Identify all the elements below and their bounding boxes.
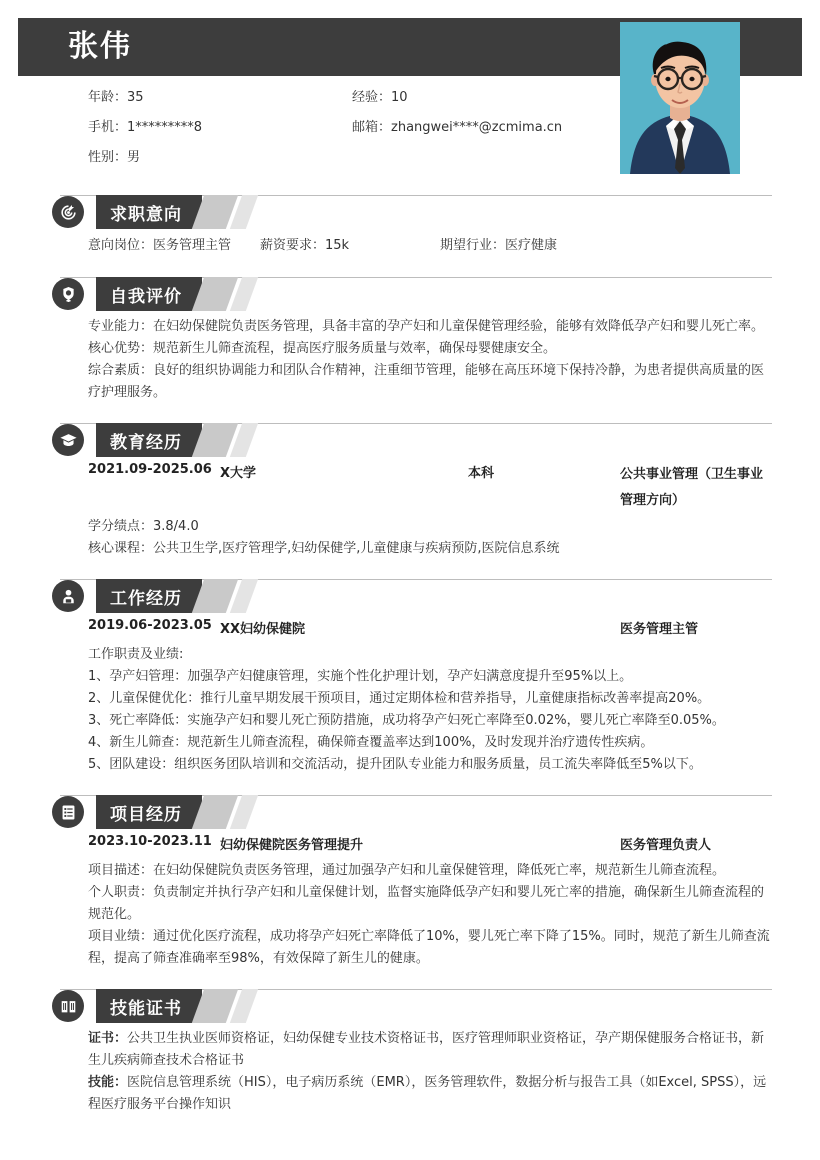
work-bullet: 1、孕产妇管理：加强孕产妇健康管理，实施个性化护理计划，孕产妇满意度提升至95%以上。 <box>88 669 633 684</box>
phone-field: 手机：1*********8 <box>88 120 203 135</box>
section-project-experience <box>0 790 820 984</box>
section-work-experience <box>0 574 820 790</box>
experience-field: 经验：10 <box>352 90 408 105</box>
work-body <box>0 644 820 776</box>
skills-body <box>0 1028 820 1116</box>
age-field: 年龄：35 <box>88 90 144 105</box>
education-courses: 核心课程：公共卫生学,医疗管理学,妇幼保健学,儿童健康与疾病预防,医院信息系统 <box>88 541 560 556</box>
contact-info <box>0 86 600 176</box>
section-self-evaluation <box>0 272 820 418</box>
education-date: 2021.09-2025.06 <box>88 462 212 477</box>
project-achievement: 项目业绩：通过优化医疗流程，成功将孕产妇死亡率降低了10%，婴儿死亡率下降了15%。同时，规范了新生儿筛查流程，提高了筛查准确率至98%，有效保障了新生儿的健康。 <box>88 929 770 966</box>
self-evaluation-line: 专业能力：在妇幼保健院负责医务管理，具备丰富的孕产妇和儿童保健管理经验，能够有效降低孕产妇和婴儿死亡率。 <box>88 319 765 334</box>
email-field: 邮箱：zhangwei****@zcmima.cn <box>352 120 563 135</box>
section-title: 项目经历 <box>96 795 202 829</box>
avatar <box>620 22 740 174</box>
education-entry <box>0 462 820 510</box>
work-company: XX妇幼保健院 <box>220 622 306 637</box>
project-body <box>0 860 820 970</box>
section-title: 教育经历 <box>96 423 202 457</box>
section-header <box>0 190 820 234</box>
target-icon <box>52 196 84 228</box>
contact-row <box>0 86 600 116</box>
work-bullet: 4、新生儿筛查：规范新生儿筛查流程，确保筛查覆盖率达到100%，及时发现并治疗遗传性疾病。 <box>88 735 654 750</box>
work-role: 医务管理主管 <box>620 622 699 637</box>
project-name: 妇幼保健院医务管理提升 <box>220 838 364 853</box>
skills-value: 医院信息管理系统（HIS），电子病历系统（EMR），医务管理软件，数据分析与报告工具（如Excel, SPSS），远程医疗服务平台操作知识 <box>88 1075 767 1112</box>
work-intro: 工作职责及业绩: <box>88 647 184 662</box>
graduation-cap-icon <box>52 424 84 456</box>
page-title: 张伟 <box>68 29 132 64</box>
salary-expectation: 薪资要求：15k <box>260 238 350 253</box>
education-degree: 本科 <box>468 466 495 481</box>
self-evaluation-body <box>0 316 820 404</box>
gender-field: 性别：男 <box>88 150 141 165</box>
certificates-value: 公共卫生执业医师资格证，妇幼保健专业技术资格证书，医疗管理师职业资格证，孕产期保健服务合格证书，新生儿疾病筛查技术合格证书 <box>88 1031 765 1068</box>
job-intention-row <box>0 234 820 258</box>
section-skills-certificates <box>0 984 820 1116</box>
section-title: 技能证书 <box>96 989 202 1023</box>
self-evaluation-line: 综合素质：良好的组织协调能力和团队合作精神，注重细节管理，能够在高压环境下保持冷静，为患者提供高质量的医疗护理服务。 <box>88 363 765 400</box>
section-title: 工作经历 <box>96 579 202 613</box>
section-title: 求职意向 <box>96 195 202 229</box>
shield-badge-icon <box>52 278 84 310</box>
work-bullet: 3、死亡率降低：实施孕产妇和婴儿死亡预防措施，成功将孕产妇死亡率降至0.02%，婴儿死亡率降至0.05%。 <box>88 713 725 728</box>
section-education <box>0 418 820 574</box>
list-document-icon <box>52 796 84 828</box>
section-header <box>0 984 820 1028</box>
project-description: 项目描述：在妇幼保健院负责医务管理，通过加强孕产妇和儿童保健管理，降低死亡率，规范新生儿筛查流程。 <box>88 863 726 878</box>
education-school: X大学 <box>220 466 257 481</box>
work-date: 2019.06-2023.05 <box>88 618 212 633</box>
certificates-label: 证书： <box>88 1031 128 1046</box>
skills-row <box>88 1072 772 1116</box>
work-bullet: 2、儿童保健优化：推行儿童早期发展干预项目，通过定期体检和营养指导，儿童健康指标改善率提高20%。 <box>88 691 711 706</box>
section-job-intention <box>0 190 820 272</box>
work-bullet: 5、团队建设：组织医务团队培训和交流活动，提升团队专业能力和服务质量，员工流失率降低至5%以下。 <box>88 757 702 772</box>
education-details <box>0 516 820 560</box>
expected-industry: 期望行业：医疗健康 <box>440 238 558 253</box>
open-book-icon <box>52 990 84 1022</box>
resume-header <box>0 0 820 190</box>
work-entry <box>0 618 820 644</box>
project-role: 医务管理负责人 <box>620 838 712 853</box>
certificates-row <box>88 1028 772 1072</box>
project-responsibility: 个人职责：负责制定并执行孕产妇和儿童保健计划，监督实施降低孕产妇和婴儿死亡率的措施，确保新生儿筛查流程的规范化。 <box>88 885 765 922</box>
education-major: 公共事业管理（卫生事业管理方向） <box>620 467 764 508</box>
section-title: 自我评价 <box>96 277 202 311</box>
contact-row <box>0 146 600 176</box>
education-gpa: 学分绩点：3.8/4.0 <box>88 519 199 534</box>
skills-label: 技能： <box>88 1075 128 1090</box>
intended-position: 意向岗位：医务管理主管 <box>88 238 232 253</box>
self-evaluation-line: 核心优势：规范新生儿筛查流程，提高医疗服务质量与效率，确保母婴健康安全。 <box>88 341 557 356</box>
project-entry <box>0 834 820 860</box>
section-header <box>0 790 820 834</box>
contact-row <box>0 116 600 146</box>
section-header <box>0 418 820 462</box>
person-icon <box>52 580 84 612</box>
section-header <box>0 272 820 316</box>
project-date: 2023.10-2023.11 <box>88 834 212 849</box>
section-header <box>0 574 820 618</box>
